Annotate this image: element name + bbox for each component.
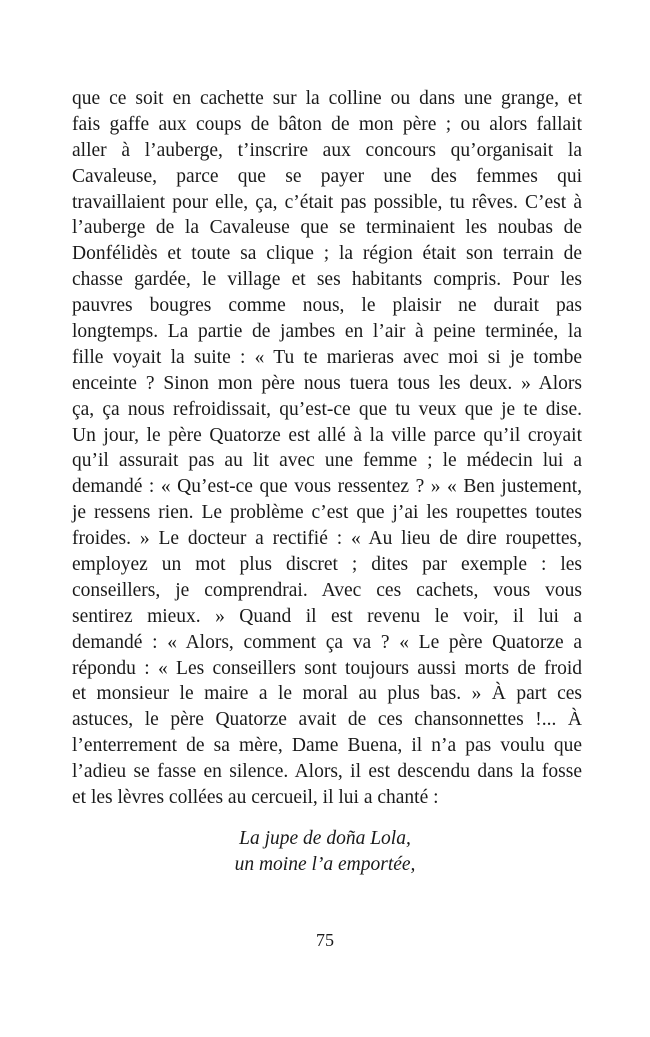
text-line: aller à l’auberge, t’inscrire aux concours qu’organisait la: [72, 139, 582, 161]
text-line: fille voyait la suite : « Tu te marieras avec moi si je tombe: [72, 346, 582, 368]
text-line: pauvres bougres comme nous, le plaisir ne durait pas: [72, 295, 582, 317]
text-line: Un jour, le père Quatorze est allé à la ville parce qu’il croyait: [72, 424, 582, 446]
text-line: astuces, le père Quatorze avait de ces chansonnettes !... À: [72, 709, 582, 731]
text-line: travaillaient pour elle, ça, c’était pas possible, tu rêves. C’est à: [72, 191, 582, 213]
text-line: Cavaleuse, parce que se payer une des femmes qui: [72, 165, 582, 187]
text-line: je ressens rien. Le problème c’est que j’ai les roupettes toutes: [72, 502, 582, 524]
text-line: enceinte ? Sinon mon père nous tuera tous les deux. » Alors: [72, 372, 582, 394]
text-line: l’enterrement de sa mère, Dame Buena, il n’a pas voulu que: [72, 735, 582, 757]
text-line: Donfélidès et toute sa clique ; la région était son terrain de: [72, 243, 582, 265]
verse-line: La jupe de doña Lola,: [239, 828, 411, 849]
text-line: l’auberge de la Cavaleuse que se terminaient les noubas de: [72, 217, 582, 239]
text-line: froides. » Le docteur a rectifié : « Au lieu de dire roupettes,: [72, 528, 582, 550]
text-line: demandé : « Qu’est-ce que vous ressentez ? » « Ben justement,: [72, 476, 582, 498]
text-line: chasse gardée, le village et ses habitants compris. Pour les: [72, 269, 582, 291]
text-line: l’adieu se fasse en silence. Alors, il est descendu dans la fosse: [72, 761, 582, 783]
text-line: longtemps. La partie de jambes en l’air à peine terminée, la: [72, 321, 582, 343]
text-line: et monsieur le maire a le moral au plus bas. » À part ces: [72, 683, 582, 705]
text-line: sentirez mieux. » Quand il est revenu le voir, il lui a: [72, 605, 582, 627]
text-line: ça, ça nous refroidissait, qu’est-ce que tu veux que je te dise.: [72, 398, 582, 420]
page-number: 75: [316, 930, 334, 950]
text-line: employez un mot plus discret ; dites par exemple : les: [72, 554, 582, 576]
text-line: et les lèvres collées au cercueil, il lui a chanté :: [72, 787, 439, 809]
text-line: répondu : « Les conseillers sont toujours aussi morts de froid: [72, 657, 582, 679]
text-line: que ce soit en cachette sur la colline ou dans une grange, et: [72, 88, 582, 109]
body-paragraph: [72, 86, 582, 811]
text-line: conseillers, je comprendrai. Avec ces cachets, vous vous: [72, 579, 582, 601]
text-line: fais gaffe aux coups de bâton de mon père ; ou alors fallait: [72, 113, 582, 135]
text-line: qu’il assurait pas au lit avec une femme ; le médecin lui a: [72, 450, 582, 472]
text-line: demandé : « Alors, comment ça va ? « Le père Quatorze a: [72, 631, 582, 653]
verse-line: un moine l’a emportée,: [234, 853, 416, 875]
song-verse: [0, 826, 650, 877]
